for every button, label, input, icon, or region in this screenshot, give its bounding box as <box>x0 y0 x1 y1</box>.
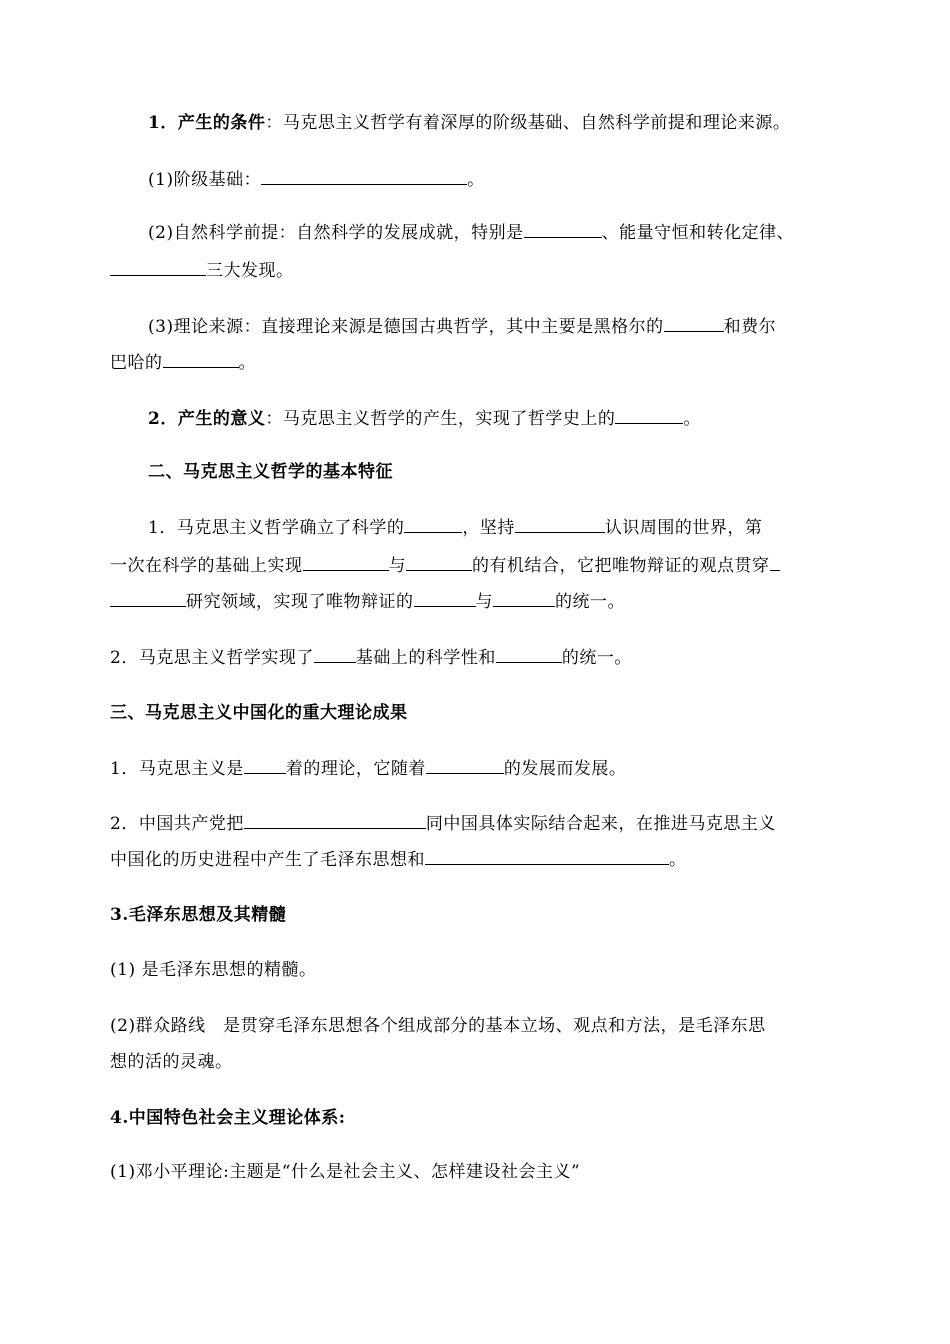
features-text: 的有机结合，它把唯物辩证的观点贯穿 <box>472 556 770 576</box>
significance-paragraph <box>148 407 701 430</box>
theory-source-line <box>148 315 776 338</box>
theory-source-line2-text: 巴哈的 <box>110 353 163 373</box>
fill-blank[interactable] <box>261 168 467 185</box>
features-paragraph-2 <box>110 646 632 669</box>
theory-source-line-2 <box>110 351 256 374</box>
fill-blank[interactable] <box>303 554 389 571</box>
section-3-heading: 三、马克思主义中国化的重大理论成果 <box>110 703 408 723</box>
features-text: 1．马克思主义哲学确立了科学的 <box>148 518 405 538</box>
fill-blank[interactable] <box>524 221 602 238</box>
science-premise-mid: 、能量守恒和转化定律、 <box>601 223 795 243</box>
achievements-text: 同中国具体实际结合起来，在推进马克思主义 <box>425 814 776 834</box>
fill-blank[interactable] <box>770 554 780 571</box>
theory-source-mid: 和费尔 <box>723 317 777 337</box>
fill-blank[interactable] <box>425 848 669 865</box>
significance-label: 2．产生的意义 <box>148 409 266 429</box>
class-basis-label: (1)阶级基础： <box>148 170 262 190</box>
fill-blank[interactable] <box>496 646 562 663</box>
theory-source-text: (3)理论来源：直接理论来源是德国古典哲学，其中主要是黑格尔的 <box>148 317 664 337</box>
mao-thought-item-1: (1) 是毛泽东思想的精髓。 <box>110 960 317 980</box>
fill-blank[interactable] <box>426 757 504 774</box>
features-text: ，坚持 <box>462 518 515 538</box>
achievements-paragraph-1 <box>110 757 626 780</box>
fill-blank[interactable] <box>664 315 724 332</box>
features-text: 一次在科学的基础上实现 <box>110 556 303 576</box>
socialism-theory-heading: 4.中国特色社会主义理论体系: <box>110 1108 346 1128</box>
significance-text: ：马克思主义哲学的产生，实现了哲学史上的 <box>265 409 616 429</box>
achievements-text: 2．中国共产党把 <box>110 814 244 834</box>
features-text: 研究领域，实现了唯物辩证的 <box>186 592 414 612</box>
achievements-paragraph-2 <box>110 812 776 835</box>
features-paragraph-1 <box>148 516 762 539</box>
period: 。 <box>683 409 701 429</box>
period: 。 <box>467 170 485 190</box>
science-premise-line <box>148 221 794 244</box>
condition-text: ：马克思主义哲学有着深厚的阶级基础、自然科学前提和理论来源。 <box>265 113 791 133</box>
science-premise-line-2 <box>110 259 294 282</box>
fill-blank[interactable] <box>163 351 239 368</box>
fill-blank[interactable] <box>404 516 462 533</box>
features-text: 2．马克思主义哲学实现了 <box>110 648 314 668</box>
achievements-paragraph-2-line-2 <box>110 848 687 871</box>
features-paragraph-1-line-3 <box>110 590 625 613</box>
features-text: 与 <box>388 556 406 576</box>
fill-blank[interactable] <box>110 590 186 607</box>
mao-thought-item-2: (2)群众路线 是贯穿毛泽东思想各个组成部分的基本立场、观点和方法，是毛泽东思 <box>110 1016 766 1036</box>
features-text: 基础上的科学性和 <box>355 648 496 668</box>
mao-thought-item-2-line-2: 想的活的灵魂。 <box>110 1052 233 1072</box>
features-text: 的统一。 <box>561 648 632 668</box>
features-paragraph-1-line-2 <box>110 554 780 577</box>
features-text: 认识周围的世界，第 <box>604 518 763 538</box>
class-basis-line <box>148 168 485 191</box>
achievements-text: 着的理论，它随着 <box>285 759 426 779</box>
fill-blank[interactable] <box>314 646 356 663</box>
achievements-text: 中国化的历史进程中产生了毛泽东思想和 <box>110 850 425 870</box>
features-text: 的统一。 <box>555 592 625 612</box>
mao-thought-heading: 3.毛泽东思想及其精髓 <box>110 905 287 925</box>
condition-paragraph <box>148 112 790 134</box>
condition-label: 1．产生的条件 <box>148 113 266 133</box>
period: 。 <box>238 353 256 373</box>
fill-blank[interactable] <box>414 590 476 607</box>
deng-theory-item: (1)邓小平理论:主题是“什么是社会主义、怎样建设社会主义” <box>110 1162 581 1182</box>
fill-blank[interactable] <box>406 554 472 571</box>
science-premise-label: (2)自然科学前提：自然科学的发展成就，特别是 <box>148 223 524 243</box>
fill-blank[interactable] <box>110 259 206 276</box>
section-2-heading: 二、马克思主义哲学的基本特征 <box>148 462 393 482</box>
fill-blank[interactable] <box>244 757 286 774</box>
fill-blank[interactable] <box>615 407 683 424</box>
achievements-text: 的发展而发展。 <box>503 759 627 779</box>
science-premise-end: 三大发现。 <box>206 261 294 281</box>
fill-blank[interactable] <box>493 590 555 607</box>
period: 。 <box>669 850 687 870</box>
features-text: 与 <box>475 592 493 612</box>
fill-blank[interactable] <box>515 516 605 533</box>
fill-blank[interactable] <box>244 812 426 829</box>
achievements-text: 1．马克思主义是 <box>110 759 244 779</box>
